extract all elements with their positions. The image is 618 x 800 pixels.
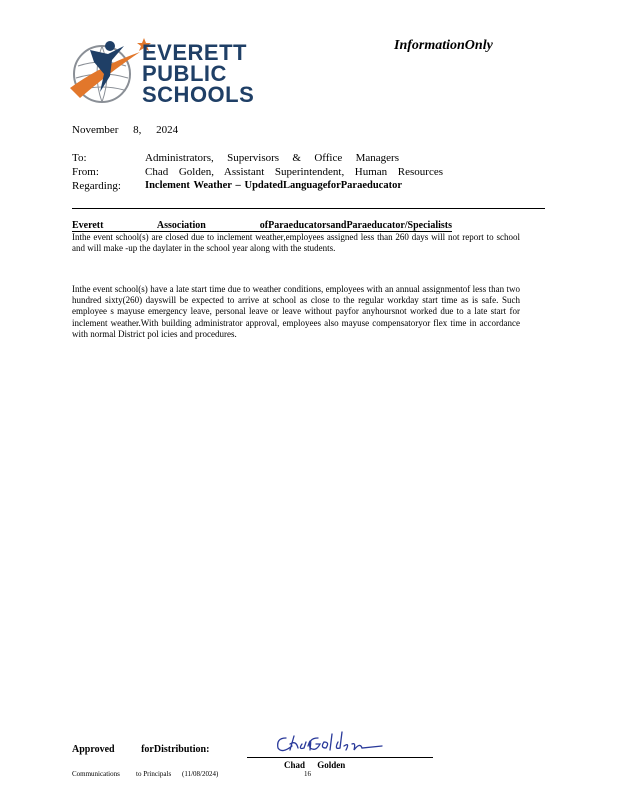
to-value: Administrators, Supervisors & Office Managers	[145, 152, 399, 164]
memo-from-row	[72, 166, 452, 180]
memo-regarding-row	[72, 180, 452, 194]
footer-to: to Principals	[136, 770, 172, 778]
header-divider	[72, 208, 545, 209]
logo-line-2: PUBLIC	[142, 61, 227, 86]
information-only-note: InformationOnly	[394, 38, 493, 53]
logo-line-3: SCHOOLS	[142, 82, 255, 107]
regarding-label: Regarding:	[72, 180, 121, 192]
section-title: Everett Association ofParaeducatorsandParaeducator/Specialists	[72, 220, 452, 231]
signer-name: Chad Golden	[284, 760, 346, 770]
logo-line-1: EVERETT	[142, 40, 247, 65]
regarding-value: Inclement Weather – UpdatedLanguageforParaeducator	[145, 180, 402, 191]
memo-date: November 8, 2024	[72, 124, 179, 136]
footer-date: (11/08/2024)	[182, 770, 219, 778]
to-label: To:	[72, 152, 87, 164]
logo-wordmark	[142, 42, 254, 105]
footer-doc: Communications	[72, 770, 120, 778]
signature-image	[272, 730, 388, 758]
memo-to-row	[72, 152, 452, 166]
from-label: From:	[72, 166, 99, 178]
paragraph-closure: Inthe event school(s) are closed due to inclement weather,employees assigned less than 260 days will not report to school and will make -up the daylater in the school year along with the students.	[72, 232, 520, 254]
from-value: Chad Golden, Assistant Superintendent, Human Resources	[145, 166, 443, 178]
approved-label: Approved forDistribution:	[72, 744, 210, 755]
footer-page: 16	[304, 770, 311, 778]
paragraph-late-start: Inthe event school(s) have a late start time due to weather conditions, employees with an annual assignmentof less than two hundred sixty(260) dayswill be expected to arrive at school as close to the regular workday start time as is safe. Such employee s mayuse emergency leave, personal leave or leave without payfor anyhoursnot worked due to a late start for inclement weather.With building administrator approval, employees also mayuse compensatoryor flex time in accordance with normal District pol icies and procedures.	[72, 284, 520, 339]
signature-line	[247, 757, 433, 758]
